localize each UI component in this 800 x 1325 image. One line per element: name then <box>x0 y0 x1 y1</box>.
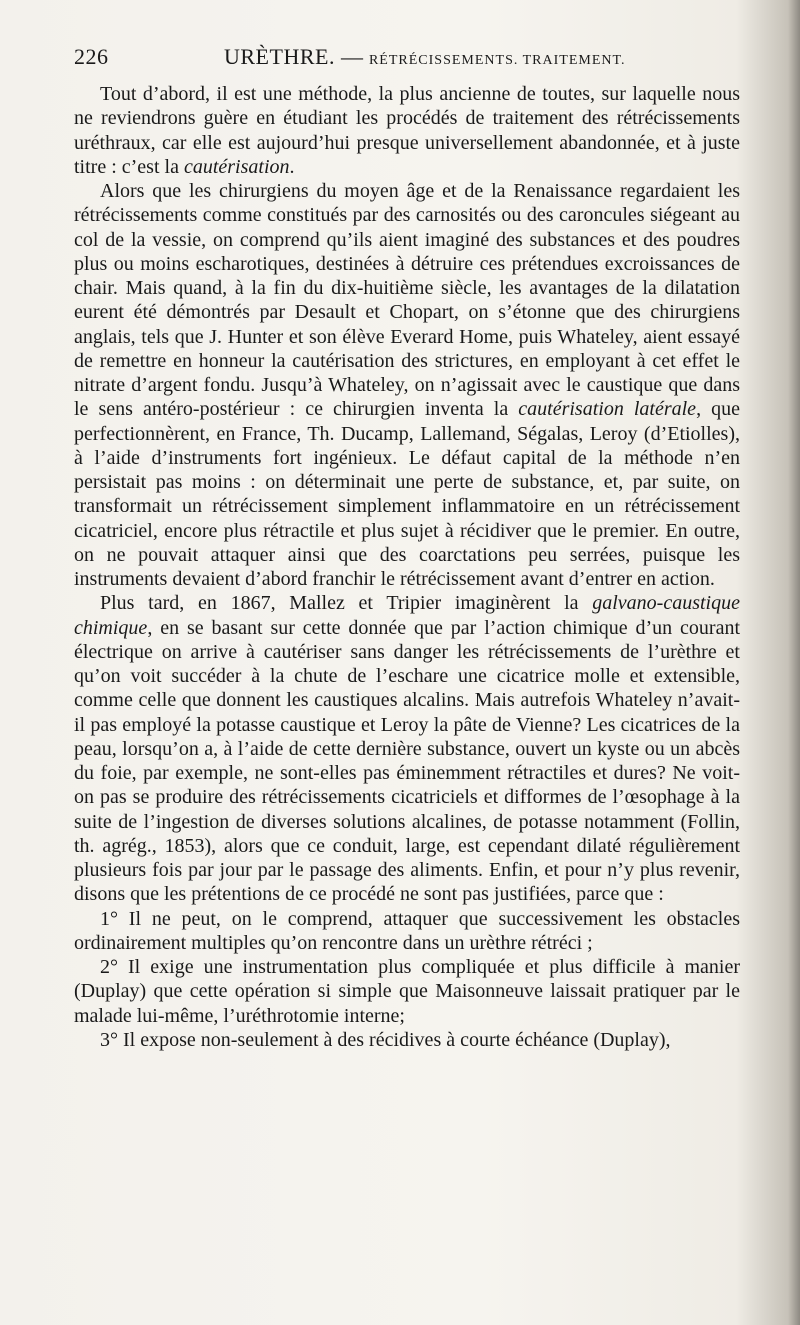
italic-term: galvano-caustique chimique <box>74 592 740 639</box>
list-item: 1° Il ne peut, on le comprend, attaquer que successivement les obstacles ordinairement multiples qu’on rencontre dans un urèthre rétréci ; <box>74 907 740 954</box>
running-head <box>224 44 626 70</box>
running-head-subtitle: RÉTRÉCISSEMENTS. TRAITEMENT. <box>368 53 626 68</box>
paragraph-text: Plus tard, en 1867, Mallez et Tripier imaginèrent la <box>100 592 593 615</box>
list-item: 2° Il exige une instrumentation plus compliquée et plus difficile à manier (Duplay) que cette opération si simple que Maisonneuve laissait pratiquer par le malade lui-même, l’uréthrotomie interne; <box>74 956 740 1027</box>
list-item: 3° Il expose non-seulement à des récidives à courte échéance (Duplay), <box>100 1028 671 1051</box>
paragraph-text: Alors que les chirurgiens du moyen âge et de la Renaissance regardaient les rétrécissements comme constitués par des carnosités ou des caroncules siégeant au col de la vessie, on comprend qu’ils aient imaginé des substances et des poudres plus ou moins escharotiques, destinées à détruire ces prétendues excroissances de chair. Mais quand, à la fin du dix-huitième siècle, les avantages de la dilatation eurent été démontrés par Desault et Chopart, on s’étonne que des chirurgiens anglais, tels que J. Hunter et son élève Everard Home, puis Whateley, aient essayé de remettre en honneur la cautérisation des strictures, en employant à cet effet le nitrate d’argent fondu. Jusqu’à Whateley, on n’agissait avec le caustique que dans le sens antéro-postérieur : ce chirurgien inventa la <box>74 180 740 421</box>
italic-term: cautérisation latérale <box>518 398 697 421</box>
page-edge-shadow <box>788 0 800 1325</box>
paragraph-cauterisation <box>74 82 740 179</box>
paragraph-galvano <box>74 591 740 906</box>
running-head-title: URÈTHRE. — <box>224 44 364 69</box>
page-header <box>74 44 740 72</box>
paragraph-text: Tout d’abord, il est une méthode, la plus ancienne de toutes, sur laquelle nous ne reviendrons guère en étudiant les procédés de traitement des rétrécissements uréthraux, car elle est aujourd’hui presque universellement abandonnée, et à juste titre : c’est la <box>74 83 740 178</box>
paragraph-history <box>74 179 740 591</box>
page-number: 226 <box>74 44 109 69</box>
paragraph-text: . <box>289 155 295 178</box>
paragraph-text: , que perfectionnèrent, en France, Th. Ducamp, Lallemand, Ségalas, Leroy (d’Etiolles), à l’aide d’instruments fort ingénieux. Le défaut capital de la méthode n’en persistait pas moins : on déterminait une perte de substance, et, par suite, on transformait un rétrécissement simplement inflammatoire en un rétrécissement cicatriciel, encore plus rétractile et plus sujet à récidiver que le premier. En outre, on ne pouvait attaquer ainsi que des coarctations peu serrées, puisque les instruments devaient d’abord franchir le rétrécissement avant d’entrer en action. <box>74 398 740 590</box>
italic-term: cautérisation <box>183 155 290 178</box>
body-text <box>74 82 740 1052</box>
paragraph-text: , en se basant sur cette donnée que par l’action chimique d’un courant électrique on arrive à cautériser sans danger les rétrécissements de l’urèthre et qu’on voit succéder à la chute de l’eschare une cicatrice molle et extensible, comme celle que donnent les caustiques alcalins. Mais autrefois Whateley n’avait-il pas employé la potasse caustique et Leroy la pâte de Vienne? Les cicatrices de la peau, lorsqu’on a, à l’aide de cette dernière substance, ouvert un kyste ou un abcès du foie, par exemple, ne sont-elles pas éminemment rétractiles et dures? Ne voit-on pas se produire des rétrécissements cicatriciels et difformes de l’œsophage à la suite de l’ingestion de diverses solutions alcalines, de potasse notamment (Follin, th. agrég., 1853), alors que ce conduit, large, est cependant dilaté régulièrement plusieurs fois par jour par le passage des aliments. Enfin, et pour n’y plus revenir, disons que les prétentions de ce procédé ne sont pas justifiées, parce que : <box>74 616 740 906</box>
